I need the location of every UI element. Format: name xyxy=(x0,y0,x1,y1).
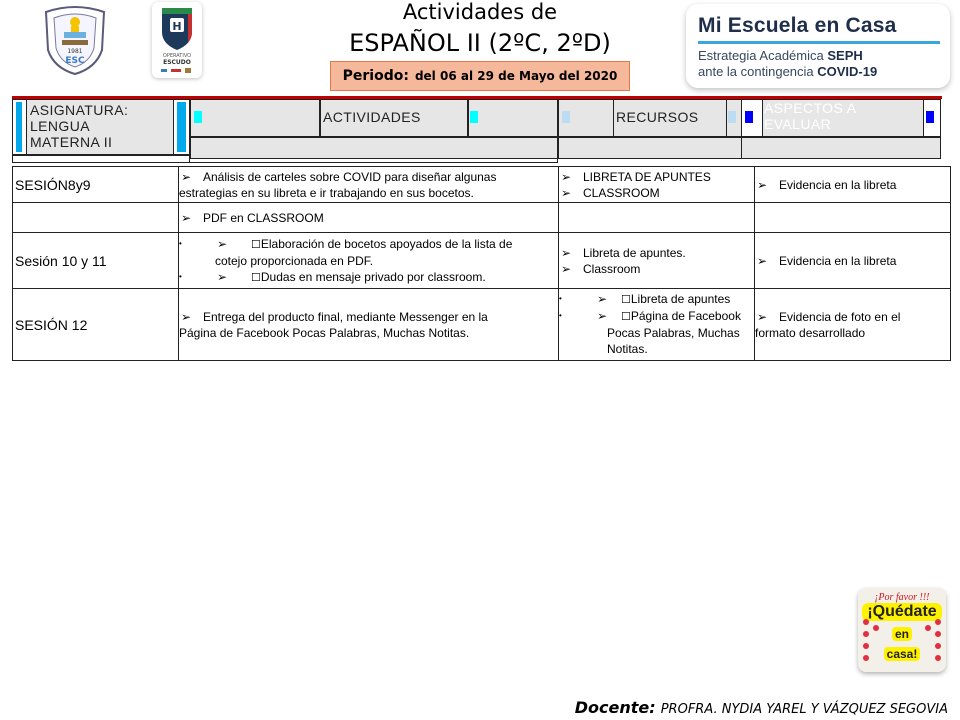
periodo-banner xyxy=(330,61,630,91)
session-cell: SESIÓN 12 xyxy=(13,289,179,361)
evaluation-cell xyxy=(755,203,951,233)
table-row xyxy=(13,289,951,361)
resources-cell: ➢ Libreta de apuntes. ➢ Classroom xyxy=(559,233,755,289)
evaluation-cell: ➢ Evidencia en la libreta xyxy=(755,167,951,203)
page-title-line-1: Actividades de xyxy=(402,0,558,24)
operativo-escudo-logo xyxy=(152,2,202,78)
school-crest-logo xyxy=(40,4,110,76)
activities-cell: ➢ Entrega del producto final, mediante Messenger en la Página de Facebook Pocas Palabras, Muchas Notitas. xyxy=(179,289,559,361)
recursos-header: RECURSOS xyxy=(616,109,699,125)
mec-subtitle-1: Estrategia Académica SEPH xyxy=(698,48,863,63)
mec-subtitle-2: ante la contingencia COVID-19 xyxy=(698,64,878,79)
svg-text:OPERATIVO: OPERATIVO xyxy=(162,53,192,59)
docente-label: Docente: xyxy=(574,698,656,717)
periodo-label: Periodo: xyxy=(342,68,409,84)
activities-cell: • ➢ ☐Elaboración de bocetos apoyados de la lista de cotejo proporcionada en PDF. • ➢ ☐Dudas en mensaje privado por classroom. xyxy=(179,233,559,289)
mi-escuela-en-casa-logo xyxy=(686,4,950,88)
teacher-footer xyxy=(575,698,948,717)
asignatura-label: ASIGNATURA: LENGUA MATERNA II xyxy=(30,102,129,150)
svg-text:1981: 1981 xyxy=(67,48,83,55)
quedate-en-casa-sticker: ¡Por favor !!! ¡Quédate en casa! xyxy=(858,588,946,672)
evaluation-cell: ➢ Evidencia en la libreta xyxy=(755,233,951,289)
activities-cell: ➢ PDF en CLASSROOM xyxy=(179,203,559,233)
mec-title: Mi Escuela en Casa xyxy=(698,14,897,37)
hearts-icon xyxy=(862,618,942,668)
table-row xyxy=(13,203,951,233)
svg-text:ESC: ESC xyxy=(65,56,85,66)
periodo-value: del 06 al 29 de Mayo del 2020 xyxy=(414,69,618,83)
resources-cell: ➢ LIBRETA DE APUNTES ➢ CLASSROOM xyxy=(559,167,755,203)
mec-underline xyxy=(698,41,940,44)
activities-table xyxy=(12,166,951,361)
session-cell: SESIÓN8y9 xyxy=(13,167,179,203)
page-title-line-2: ESPAÑOL II (2ºC, 2ºD) xyxy=(349,29,611,57)
resources-cell: • ➢ ☐Libreta de apuntes • ➢ ☐Página de Facebook Pocas Palabras, Muchas Notitas. xyxy=(559,289,755,361)
evaluation-cell: ➢ Evidencia de foto en el formato desarrollado xyxy=(755,289,951,361)
docente-name: PROFRA. NYDIA YAREL Y VÁZQUEZ SEGOVIA xyxy=(660,702,948,717)
table-row xyxy=(13,233,951,289)
table-header xyxy=(12,96,942,166)
actividades-header: ACTIVIDADES xyxy=(323,109,421,125)
activities-cell: ➢ Análisis de carteles sobre COVID para diseñar algunas estrategias en su libreta e ir trabajando en sus bocetos. xyxy=(179,167,559,203)
session-cell xyxy=(13,203,179,233)
svg-text:H: H xyxy=(172,20,182,33)
resources-cell xyxy=(559,203,755,233)
aspectos-header: ASPECTOS A EVALUAR xyxy=(764,100,857,132)
table-row xyxy=(13,167,951,203)
svg-text:ESCUDO: ESCUDO xyxy=(163,59,191,66)
session-cell: Sesión 10 y 11 xyxy=(13,233,179,289)
